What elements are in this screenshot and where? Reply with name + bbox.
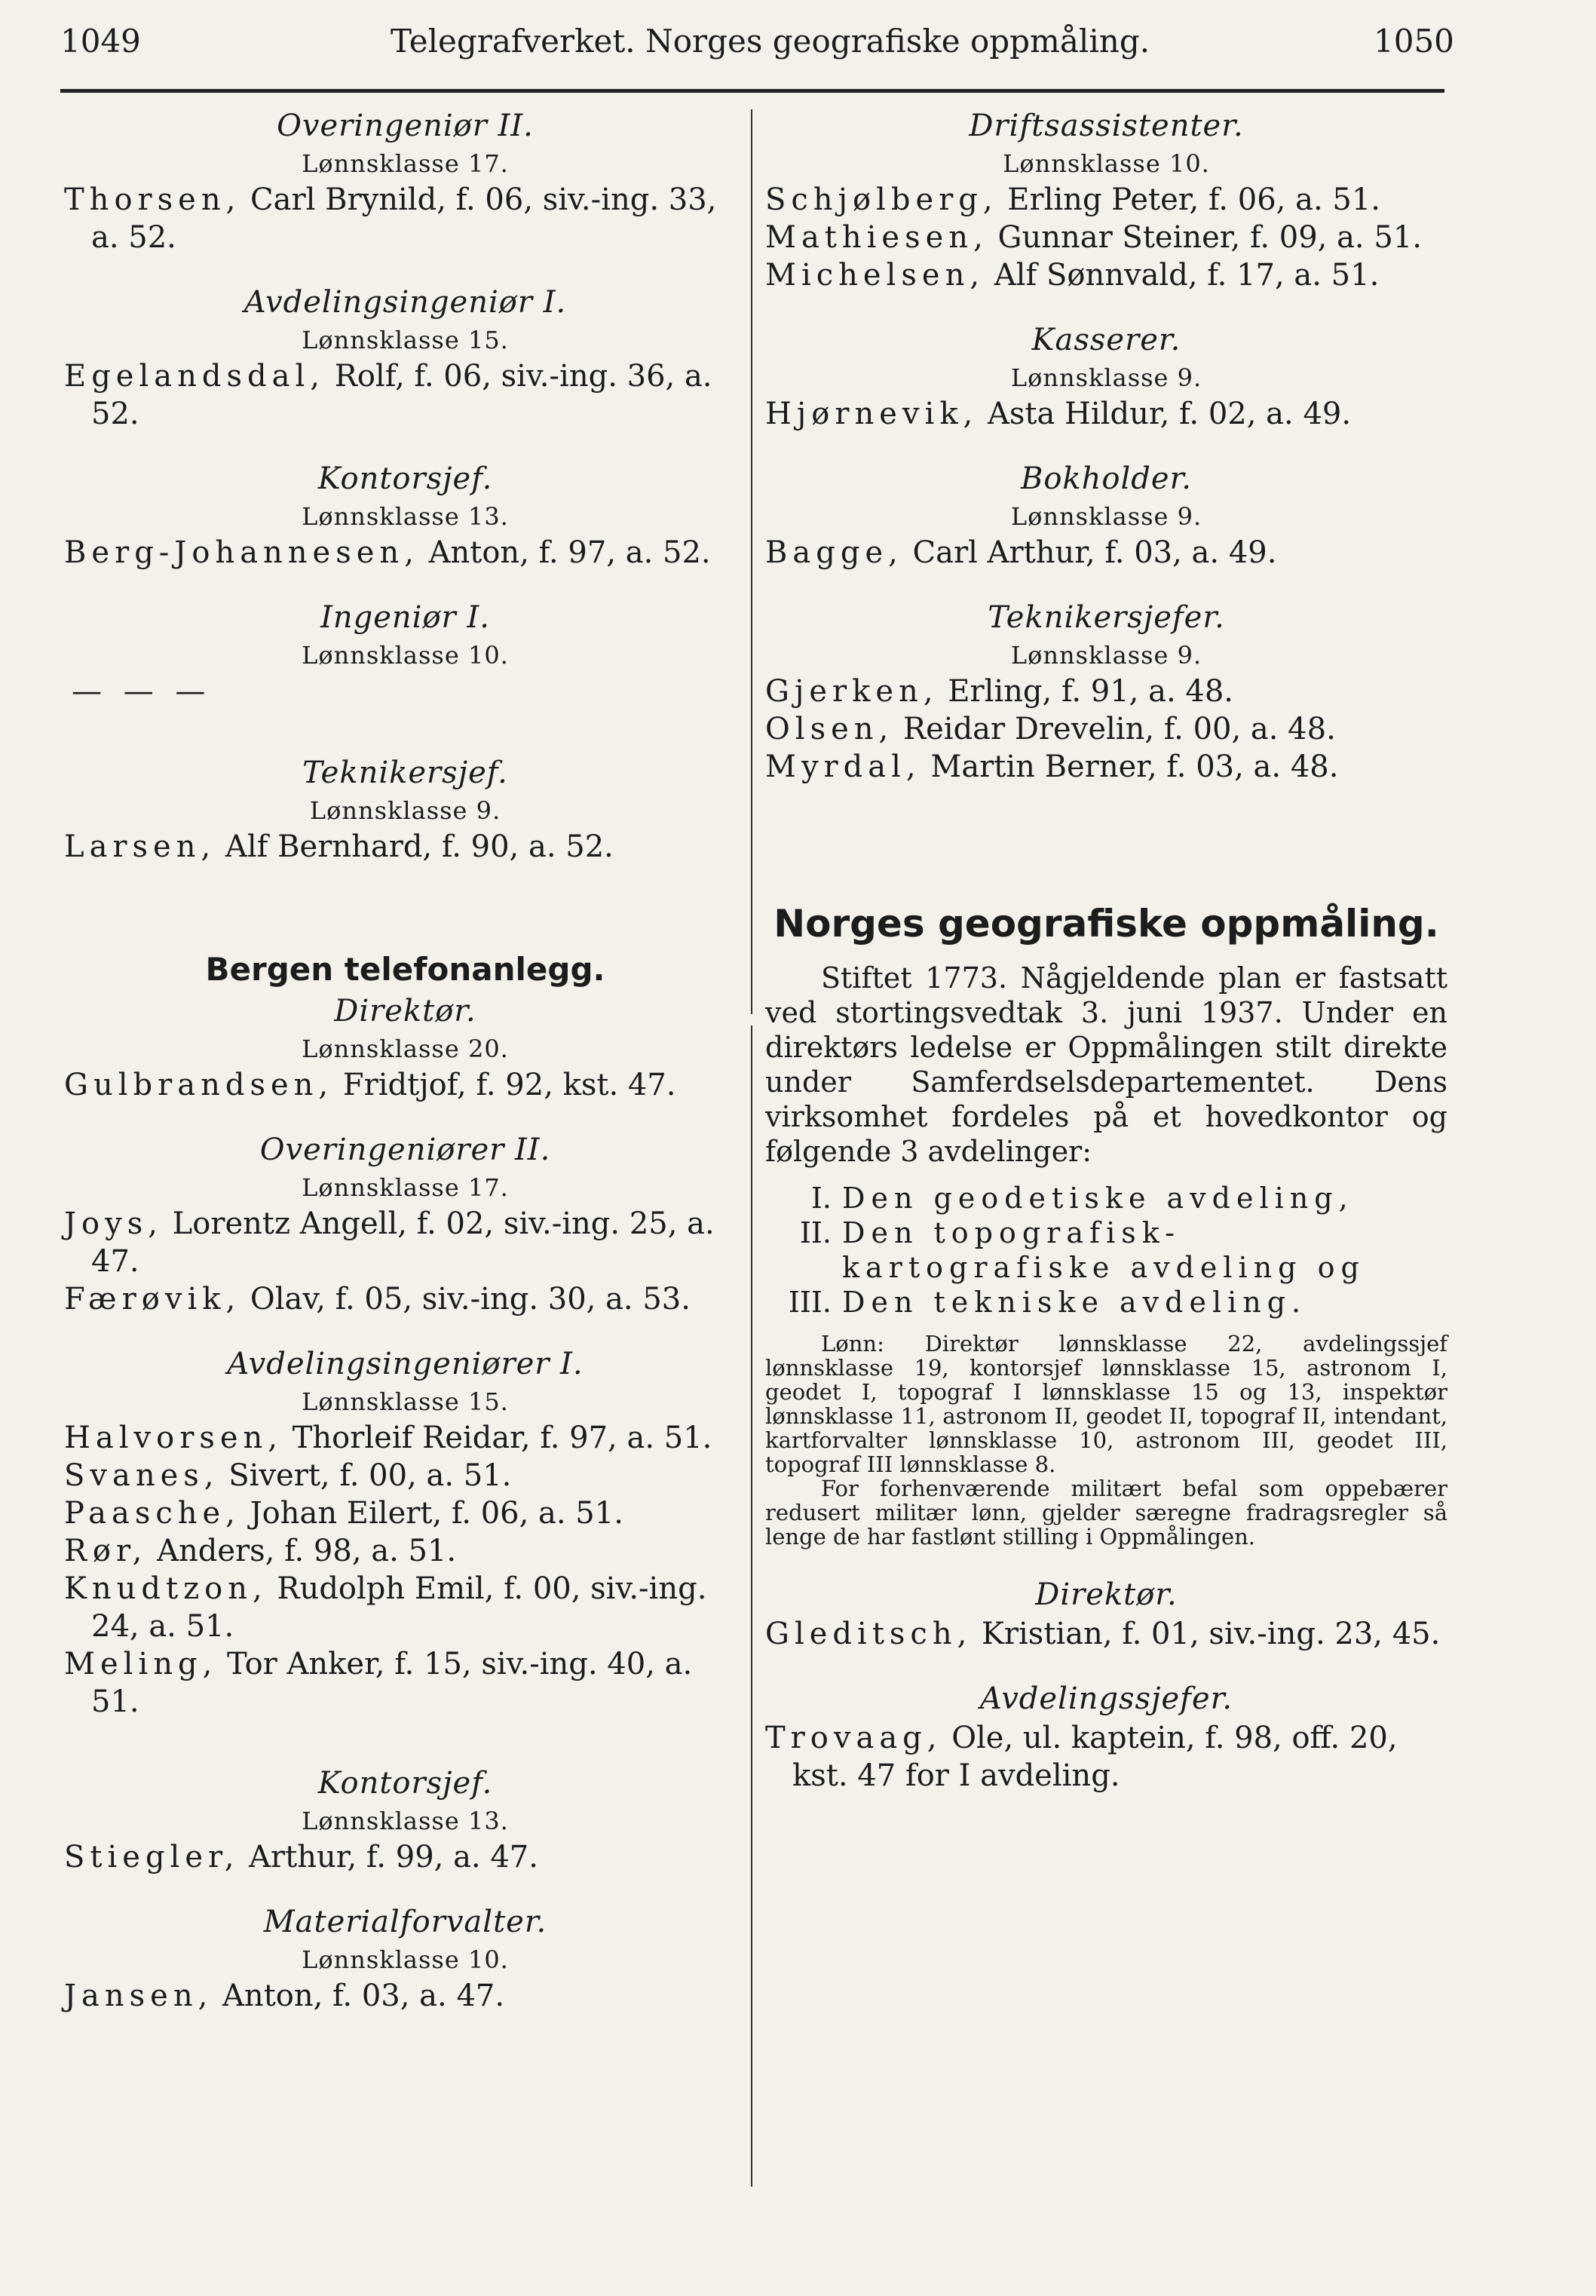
salary-class: Lønnsklasse 9. <box>309 796 501 825</box>
salary-class: Lønnsklasse 9. <box>1010 363 1202 392</box>
staff-entry <box>765 673 1447 710</box>
entry-details: Lorentz Angell, f. 02, siv.-ing. 25, a. 47. <box>91 1206 715 1279</box>
staff-block <box>64 597 746 710</box>
position-heading: Bokholder. <box>1020 461 1193 496</box>
surname: Gulbrandsen, <box>64 1068 334 1102</box>
surname: Knudtzon, <box>64 1571 268 1606</box>
position-heading: Overingeniører II. <box>259 1133 551 1167</box>
position-heading: Direktør. <box>334 994 476 1028</box>
section-title-bergen: Bergen telefonanlegg. <box>205 951 605 988</box>
surname: Michelsen, <box>765 258 985 293</box>
staff-entry <box>64 1280 746 1318</box>
salary-class: Lønnsklasse 15. <box>302 1387 509 1416</box>
staff-entry <box>64 1205 746 1280</box>
staff-block <box>765 1574 1447 1653</box>
position-heading: Teknikersjef. <box>302 756 508 790</box>
entry-details: Kristian, f. 01, siv.-ing. 23, 45. <box>972 1617 1441 1651</box>
surname: Hjørnevik, <box>765 397 979 431</box>
surname: Thorsen, <box>64 182 241 217</box>
salary-class: Lønnsklasse 10. <box>302 1945 509 1974</box>
salary-class: Lønnsklasse 13. <box>302 502 509 531</box>
entry-details: Fridtjof, f. 92, kst. 47. <box>333 1068 676 1102</box>
staff-entry <box>64 1838 746 1876</box>
staff-entry <box>765 710 1447 748</box>
surname: Jansen, <box>64 1979 213 2013</box>
department-name: Den geodetiske avdeling, <box>842 1182 1354 1215</box>
position-heading: Kontorsjef. <box>317 1766 493 1801</box>
salary-class: Lønnsklasse 10. <box>1003 149 1210 178</box>
department-name: Den tekniske avdeling. <box>842 1286 1307 1319</box>
salary-class: Lønnsklasse 10. <box>302 641 509 670</box>
salary-class: Lønnsklasse 17. <box>302 149 509 178</box>
page-number-right: 1050 <box>1374 23 1454 60</box>
staff-block <box>64 753 746 866</box>
entry-details: Reidar Drevelin, f. 00, a. 48. <box>893 712 1336 746</box>
staff-block <box>64 106 746 256</box>
staff-block <box>64 458 746 572</box>
salary-class: Lønnsklasse 15. <box>302 326 509 354</box>
staff-entry <box>765 181 1447 219</box>
position-heading: Avdelingsingeniør I. <box>244 285 567 320</box>
surname: Mathiesen, <box>765 220 988 255</box>
entry-details: Martin Berner, f. 03, a. 48. <box>921 749 1339 784</box>
running-title: Telegrafverket. Norges geografiske oppmåling. <box>391 23 1150 60</box>
staff-entry <box>765 395 1447 433</box>
staff-block <box>765 1678 1447 1795</box>
entry-details: Erling Peter, f. 06, a. 51. <box>997 182 1380 217</box>
staff-entry <box>64 1494 746 1532</box>
entry-details: Ole, ul. kaptein, f. 98, off. 20, kst. 47 for I avdeling. <box>792 1721 1398 1793</box>
staff-block <box>765 106 1447 294</box>
surname: Rør, <box>64 1534 148 1568</box>
department-item <box>765 1181 1447 1215</box>
department-name: Den topografisk-kartografiske avdeling og <box>842 1216 1365 1284</box>
salary-class: Lønnsklasse 13. <box>302 1807 509 1835</box>
salary-class: Lønnsklasse 17. <box>302 1173 509 1202</box>
department-number: III. <box>788 1286 832 1319</box>
position-heading: Driftsassistenter. <box>969 109 1244 143</box>
column-divider-top <box>751 109 752 1014</box>
salary-note: Lønn: Direktør lønnsklasse 22, avdelingssjef lønnsklasse 19, kontorsjef lønnsklasse 15, astronom I, geodet I, topograf I lønnsklasse 15 og 13, inspektør lønnsklasse 11, astronom II, geodet II, topograf II, intendant, kartforvalter lønnsklasse 10, astronom III, geodet III, topograf III lønnsklasse 8. <box>765 1331 1447 1477</box>
surname: Færøvik, <box>64 1282 241 1317</box>
entry-details: Alf Bernhard, f. 90, a. 52. <box>216 829 614 864</box>
position-heading: Direktør. <box>1035 1577 1178 1612</box>
staff-entry <box>64 1570 746 1645</box>
surname: Olsen, <box>765 712 894 746</box>
staff-entry <box>765 256 1447 294</box>
surname: Svanes, <box>64 1458 219 1493</box>
entry-details: Anton, f. 97, a. 52. <box>418 535 711 570</box>
position-heading: Kasserer. <box>1031 323 1181 357</box>
entry-details: Anton, f. 03, a. 47. <box>213 1979 505 2013</box>
entry-details: Erling, f. 91, a. 48. <box>938 674 1233 709</box>
staff-entry <box>765 748 1447 786</box>
column-divider-bottom <box>751 1025 752 2187</box>
staff-entry <box>765 219 1447 256</box>
left-column <box>64 106 746 2015</box>
staff-entry <box>64 1066 746 1104</box>
surname: Gjerken, <box>765 674 939 709</box>
staff-entry <box>64 181 746 256</box>
salary-class: Lønnsklasse 20. <box>302 1035 509 1063</box>
staff-entry <box>765 534 1447 572</box>
surname: Larsen, <box>64 829 216 864</box>
vacant-dashes: — — — <box>72 674 212 709</box>
department-number: I. <box>810 1182 832 1215</box>
military-note: For forhenværende militært befal som oppebærer redusert militær lønn, gjelder særegne fradragsregler så lenge de har fastlønt stilling i Oppmålingen. <box>765 1476 1447 1550</box>
staff-block <box>64 1763 746 1876</box>
entry-details: Alf Sønnvald, f. 17, a. 51. <box>985 258 1380 293</box>
page-number-left: 1049 <box>60 23 141 60</box>
position-heading: Teknikersjefer. <box>988 600 1225 635</box>
staff-entry <box>64 1977 746 2015</box>
entry-details: Tor Anker, f. 15, siv.-ing. 40, a. 51. <box>91 1647 693 1719</box>
surname: Joys, <box>64 1206 163 1241</box>
staff-entry <box>64 1532 746 1570</box>
staff-block <box>765 458 1447 572</box>
staff-entry <box>64 357 746 433</box>
entry-details: Anders, f. 98, a. 51. <box>147 1534 457 1568</box>
position-heading: Ingeniør I. <box>320 600 490 635</box>
surname: Stiegler, <box>64 1840 240 1875</box>
position-heading: Avdelingssjefer. <box>979 1681 1233 1716</box>
salary-class: Lønnsklasse 9. <box>1010 641 1202 670</box>
entry-details: Johan Eilert, f. 06, a. 51. <box>240 1496 623 1531</box>
surname: Paasche, <box>64 1496 240 1531</box>
surname: Berg-Johannesen, <box>64 535 419 570</box>
surname: Gleditsch, <box>765 1617 973 1651</box>
surname: Halvorsen, <box>64 1421 283 1455</box>
entry-details: Sivert, f. 00, a. 51. <box>219 1458 512 1493</box>
surname: Schjølberg, <box>765 182 998 217</box>
entry-details: Rolf, f. 06, siv.-ing. 36, a. 52. <box>91 359 712 431</box>
department-item <box>765 1215 1447 1285</box>
surname: Meling, <box>64 1647 218 1681</box>
position-heading: Kontorsjef. <box>317 461 493 496</box>
salary-class: Lønnsklasse 9. <box>1010 502 1202 531</box>
surname: Trovaag, <box>765 1721 942 1755</box>
staff-block <box>64 1902 746 2015</box>
header-rule <box>60 89 1444 93</box>
surname: Myrdal, <box>765 749 921 784</box>
position-heading: Avdelingsingeniører I. <box>227 1347 584 1381</box>
entry-details: Gunnar Steiner, f. 09, a. 51. <box>988 220 1422 255</box>
staff-block <box>64 991 746 1104</box>
position-heading: Materialforvalter. <box>263 1905 547 1939</box>
staff-block <box>64 1130 746 1318</box>
entry-details: Rudolph Emil, f. 00, siv.-ing. 24, a. 51. <box>91 1571 707 1644</box>
staff-block <box>765 320 1447 433</box>
entry-details: Olav, f. 05, siv.-ing. 30, a. 53. <box>240 1282 691 1317</box>
right-column <box>765 106 1447 1795</box>
staff-block <box>64 282 746 433</box>
surname: Egelandsdal, <box>64 359 325 394</box>
entry-details: Carl Arthur, f. 03, a. 49. <box>902 535 1277 570</box>
department-item <box>765 1285 1447 1320</box>
entry-details: Carl Brynild, f. 06, siv.-ing. 33, a. 52. <box>91 182 717 255</box>
staff-entry <box>64 1645 746 1721</box>
staff-entry <box>64 828 746 866</box>
section-title-ngo: Norges geografiske oppmåling. <box>773 902 1439 946</box>
entry-details: Asta Hildur, f. 02, a. 49. <box>978 397 1352 431</box>
staff-entry <box>64 1457 746 1494</box>
staff-block <box>64 1344 746 1721</box>
staff-entry <box>765 1719 1447 1795</box>
staff-entry <box>64 534 746 572</box>
surname: Bagge, <box>765 535 903 570</box>
staff-block <box>765 597 1447 786</box>
intro-paragraph: Stiftet 1773. Någjeldende plan er fastsatt ved stortingsvedtak 3. juni 1937. Under en direktørs ledelse er Oppmålingen stilt direkte under Samferdselsdepartementet. Dens virksomhet fordeles på et hovedkontor og følgende 3 avdelinger: <box>765 961 1447 1168</box>
position-heading: Overingeniør II. <box>277 109 534 143</box>
entry-details: Arthur, f. 99, a. 47. <box>239 1840 538 1875</box>
staff-entry <box>765 1615 1447 1653</box>
department-number: II. <box>799 1216 832 1249</box>
entry-details: Thorleif Reidar, f. 97, a. 51. <box>283 1421 712 1455</box>
staff-entry <box>64 1419 746 1457</box>
